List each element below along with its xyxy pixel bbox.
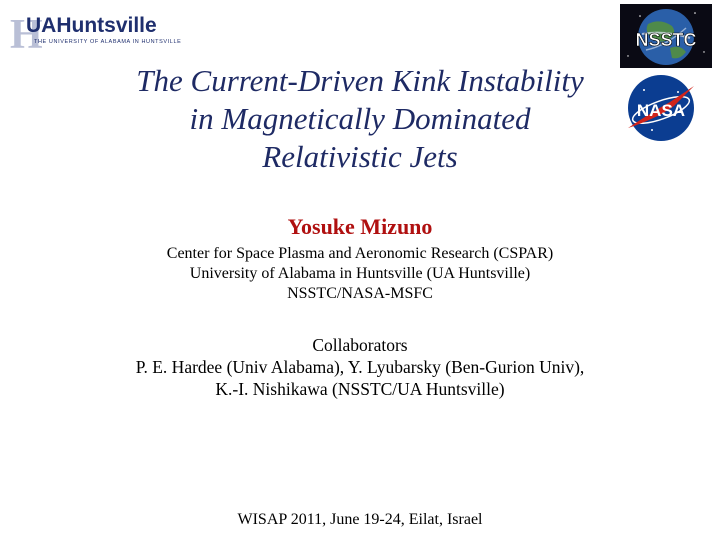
uah-logo-text: UAHuntsville — [26, 14, 157, 37]
nsstc-logo-text: NSSTC — [635, 30, 697, 50]
collaborators — [0, 334, 720, 400]
collaborator-line: K.-I. Nishikawa (NSSTC/UA Huntsville) — [215, 379, 505, 399]
conference-footer: WISAP 2011, June 19-24, Eilat, Israel — [237, 511, 483, 528]
affiliation-line: Center for Space Plasma and Aeronomic Research (CSPAR) — [166, 245, 554, 262]
slide-title: The Current-Driven Kink Instability in Magnetically Dominated Relativistic Jets — [136, 63, 584, 174]
nsstc-globe-icon — [620, 4, 712, 68]
affiliation-line: University of Alabama in Huntsville (UA Huntsville) — [189, 265, 531, 282]
nasa-logo-text: NASA — [636, 101, 686, 120]
affiliation-line: NSSTC/NASA-MSFC — [287, 285, 433, 302]
affiliations — [0, 244, 720, 304]
collaborators-heading: Collaborators — [312, 335, 408, 355]
collaborator-line: P. E. Hardee (Univ Alabama), Y. Lyubarsky (Ben-Gurion Univ), — [135, 357, 585, 377]
uah-logo-subtitle: THE UNIVERSITY OF ALABAMA IN HUNTSVILLE — [34, 39, 182, 45]
nsstc-logo — [620, 4, 712, 68]
author-name: Yosuke Mizuno — [287, 214, 433, 239]
uah-logo — [8, 8, 183, 58]
uah-h-mark: H — [10, 12, 41, 58]
